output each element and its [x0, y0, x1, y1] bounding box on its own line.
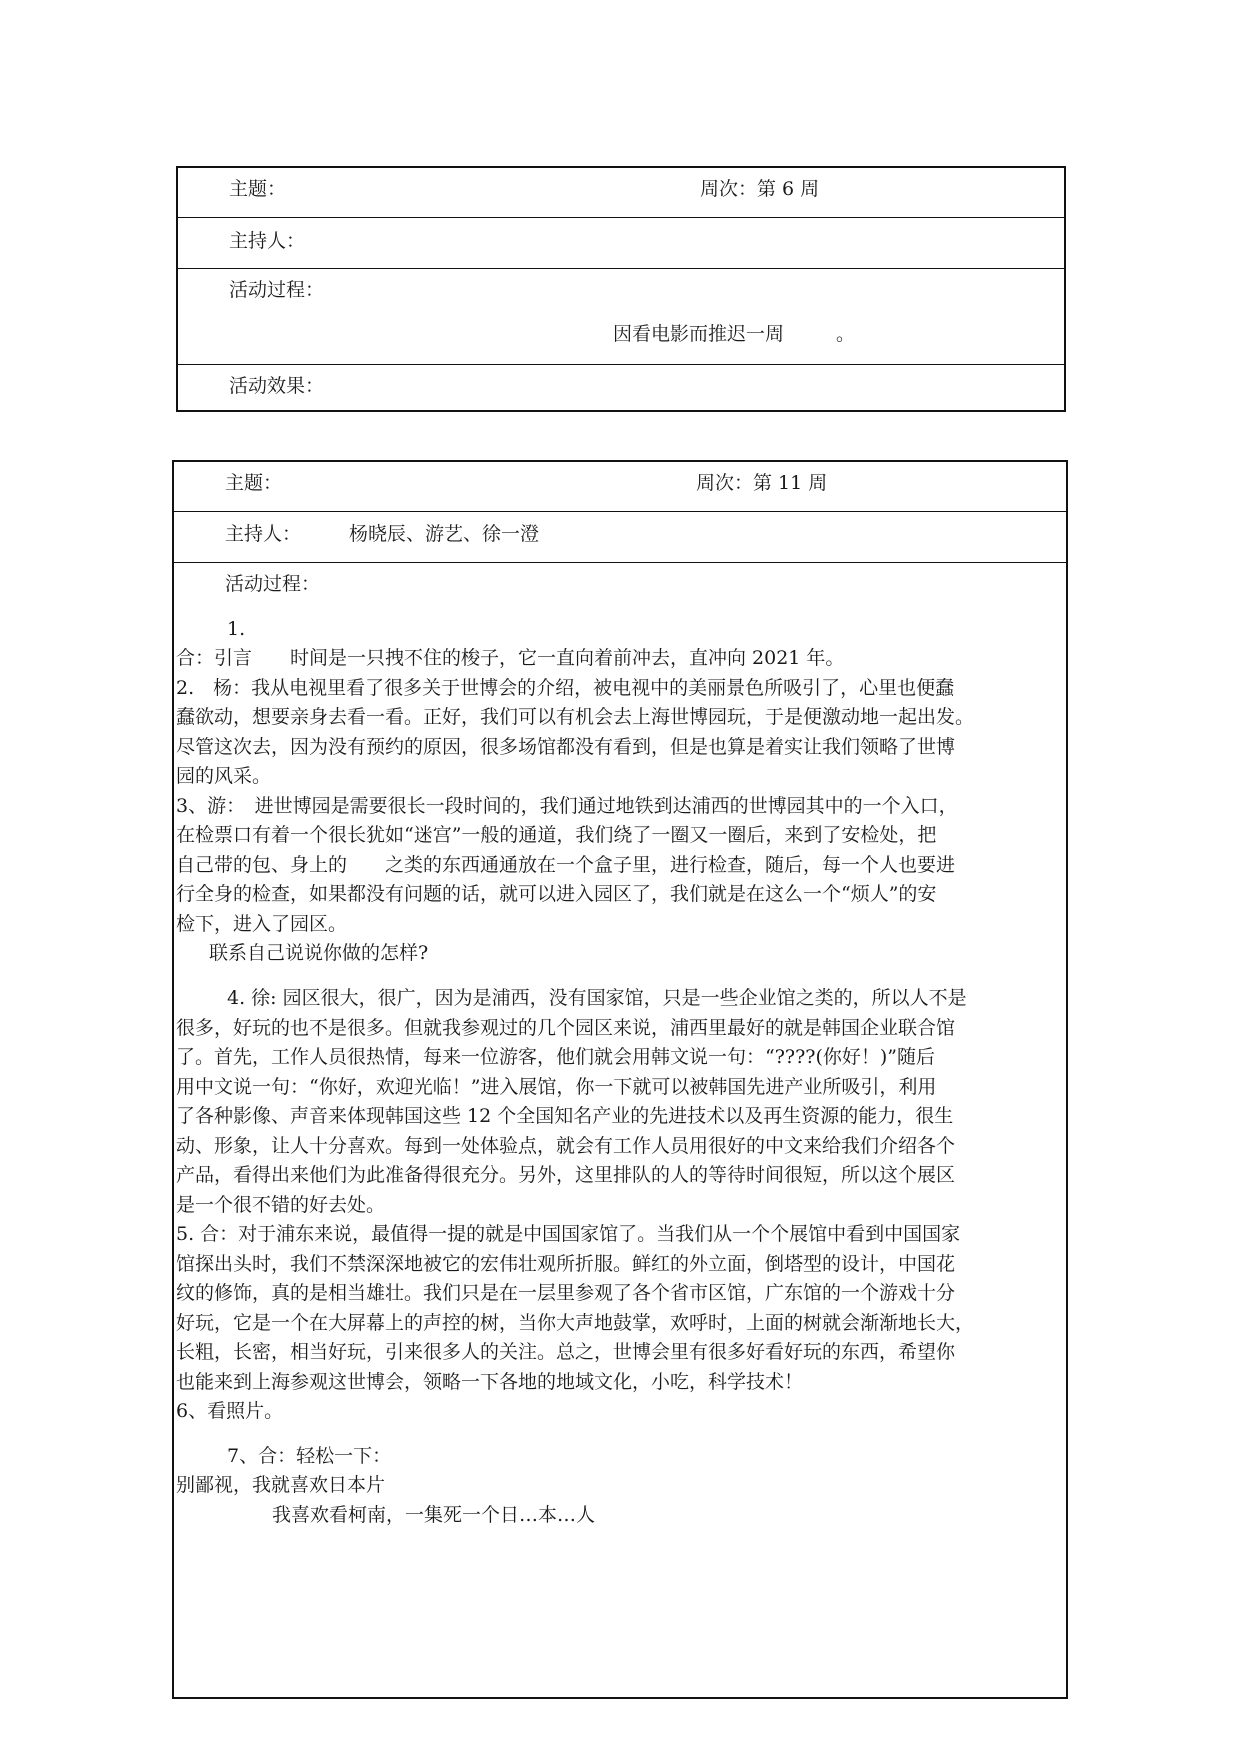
week-label: 周次：第 6 周: [700, 178, 820, 200]
process-note: 因看电影而推迟一周: [613, 323, 785, 345]
process-line: 纹的修饰，真的是相当雄壮。我们只是在一层里参观了各个省市区馆，广东馆的一个游戏十分: [176, 1282, 956, 1304]
process-line: 在检票口有着一个很长犹如“迷宫”一般的通道，我们绕了一圈又一圈后，来到了安检处，把: [176, 824, 937, 846]
process-line: 1.: [227, 618, 246, 640]
process-line: 联系自己说说你做的怎样?: [209, 942, 429, 964]
process-line: 产品，看得出来他们为此准备得很充分。另外，这里排队的人的等待时间很短，所以这个展区: [176, 1164, 956, 1186]
process-line: 好玩，它是一个在大屏幕上的声控的树，当你大声地鼓掌，欢呼时，上面的树就会渐渐地长大，: [176, 1312, 975, 1334]
process-line: 动、形象，让人十分喜欢。每到一处体验点，就会有工作人员用很好的中文来给我们介绍各个: [176, 1135, 956, 1157]
process-line: 合：引言 时间是一只拽不住的梭子，它一直向着前冲去，直冲向 2021 年。: [176, 647, 845, 669]
effect-row: [178, 365, 1064, 410]
process-line: 我喜欢看柯南，一集死一个日…本…人: [272, 1504, 596, 1526]
process-line: 了。首先，工作人员很热情，每来一位游客，他们就会用韩文说一句：“????(你好！)”随后: [176, 1046, 936, 1068]
process-line: 别鄙视，我就喜欢日本片: [176, 1474, 386, 1496]
host-label: 主持人：: [225, 523, 302, 545]
process-row: [174, 563, 1066, 1697]
week-label: 周次：第 11 周: [696, 472, 828, 494]
week-11-record-table: [172, 460, 1068, 1699]
process-line: 了各种影像、声音来体现韩国这些 12 个全国知名产业的先进技术以及再生资源的能力，很生: [176, 1105, 954, 1127]
process-line: 7、合：轻松一下：: [227, 1445, 392, 1467]
process-line: 用中文说一句：“你好，欢迎光临！”进入展馆，你一下就可以被韩国先进产业所吸引，利用: [176, 1076, 937, 1098]
topic-label: 主题：: [225, 472, 283, 494]
process-line: 是一个很不错的好去处。: [176, 1194, 386, 1216]
process-line: 5. 合：对于浦东来说，最值得一提的就是中国国家馆了。当我们从一个个展馆中看到中国国家: [176, 1223, 961, 1245]
process-line: 行全身的检查，如果都没有问题的话，就可以进入园区了，我们就是在这么一个“烦人”的安: [176, 883, 937, 905]
topic-row: [174, 462, 1066, 512]
process-line: 2. 杨：我从电视里看了很多关于世博会的介绍，被电视中的美丽景色所吸引了，心里也便蠢: [176, 677, 955, 699]
effect-label: 活动效果：: [229, 375, 325, 397]
host-row: [178, 218, 1064, 269]
process-line: 也能来到上海参观这世博会，领略一下各地的地域文化，小吃，科学技术！: [176, 1371, 804, 1393]
process-label: 活动过程：: [225, 573, 321, 595]
process-line: 尽管这次去，因为没有预约的原因，很多场馆都没有看到，但是也算是着实让我们领略了世博: [176, 736, 956, 758]
process-line: 6、看照片。: [176, 1400, 284, 1422]
process-line: 4. 徐: 园区很大，很广，因为是浦西，没有国家馆，只是一些企业馆之类的，所以人不是: [227, 987, 967, 1009]
process-line: 检下，进入了园区。: [176, 913, 348, 935]
process-label: 活动过程：: [229, 279, 325, 301]
process-line: 园的风采。: [176, 765, 272, 787]
process-line: 很多，好玩的也不是很多。但就我参观过的几个园区来说，浦西里最好的就是韩国企业联合馆: [176, 1017, 956, 1039]
week-6-record-table: [176, 166, 1066, 412]
process-note-end: 。: [836, 323, 856, 345]
topic-label: 主题：: [229, 178, 287, 200]
process-line: 自己带的包、身上的 之类的东西通通放在一个盒子里，进行检查，随后，每一个人也要进: [176, 854, 956, 876]
process-line: 蠢欲动，想要亲身去看一看。正好，我们可以有机会去上海世博园玩，于是便激动地一起出发。: [176, 706, 975, 728]
host-label: 主持人：: [229, 230, 306, 252]
process-line: 馆探出头时，我们不禁深深地被它的宏伟壮观所折服。鲜红的外立面，倒塔型的设计，中国花: [176, 1253, 956, 1275]
host-row: [174, 512, 1066, 563]
process-line: 3、游： 进世博园是需要很长一段时间的，我们通过地铁到达浦西的世博园其中的一个入口，: [176, 795, 958, 817]
process-line: 长粗，长密，相当好玩，引来很多人的关注。总之，世博会里有很多好看好玩的东西，希望你: [176, 1341, 956, 1363]
host-names: 杨晓辰、游艺、徐一澄: [349, 523, 540, 545]
topic-row: [178, 168, 1064, 218]
process-row: [178, 269, 1064, 365]
